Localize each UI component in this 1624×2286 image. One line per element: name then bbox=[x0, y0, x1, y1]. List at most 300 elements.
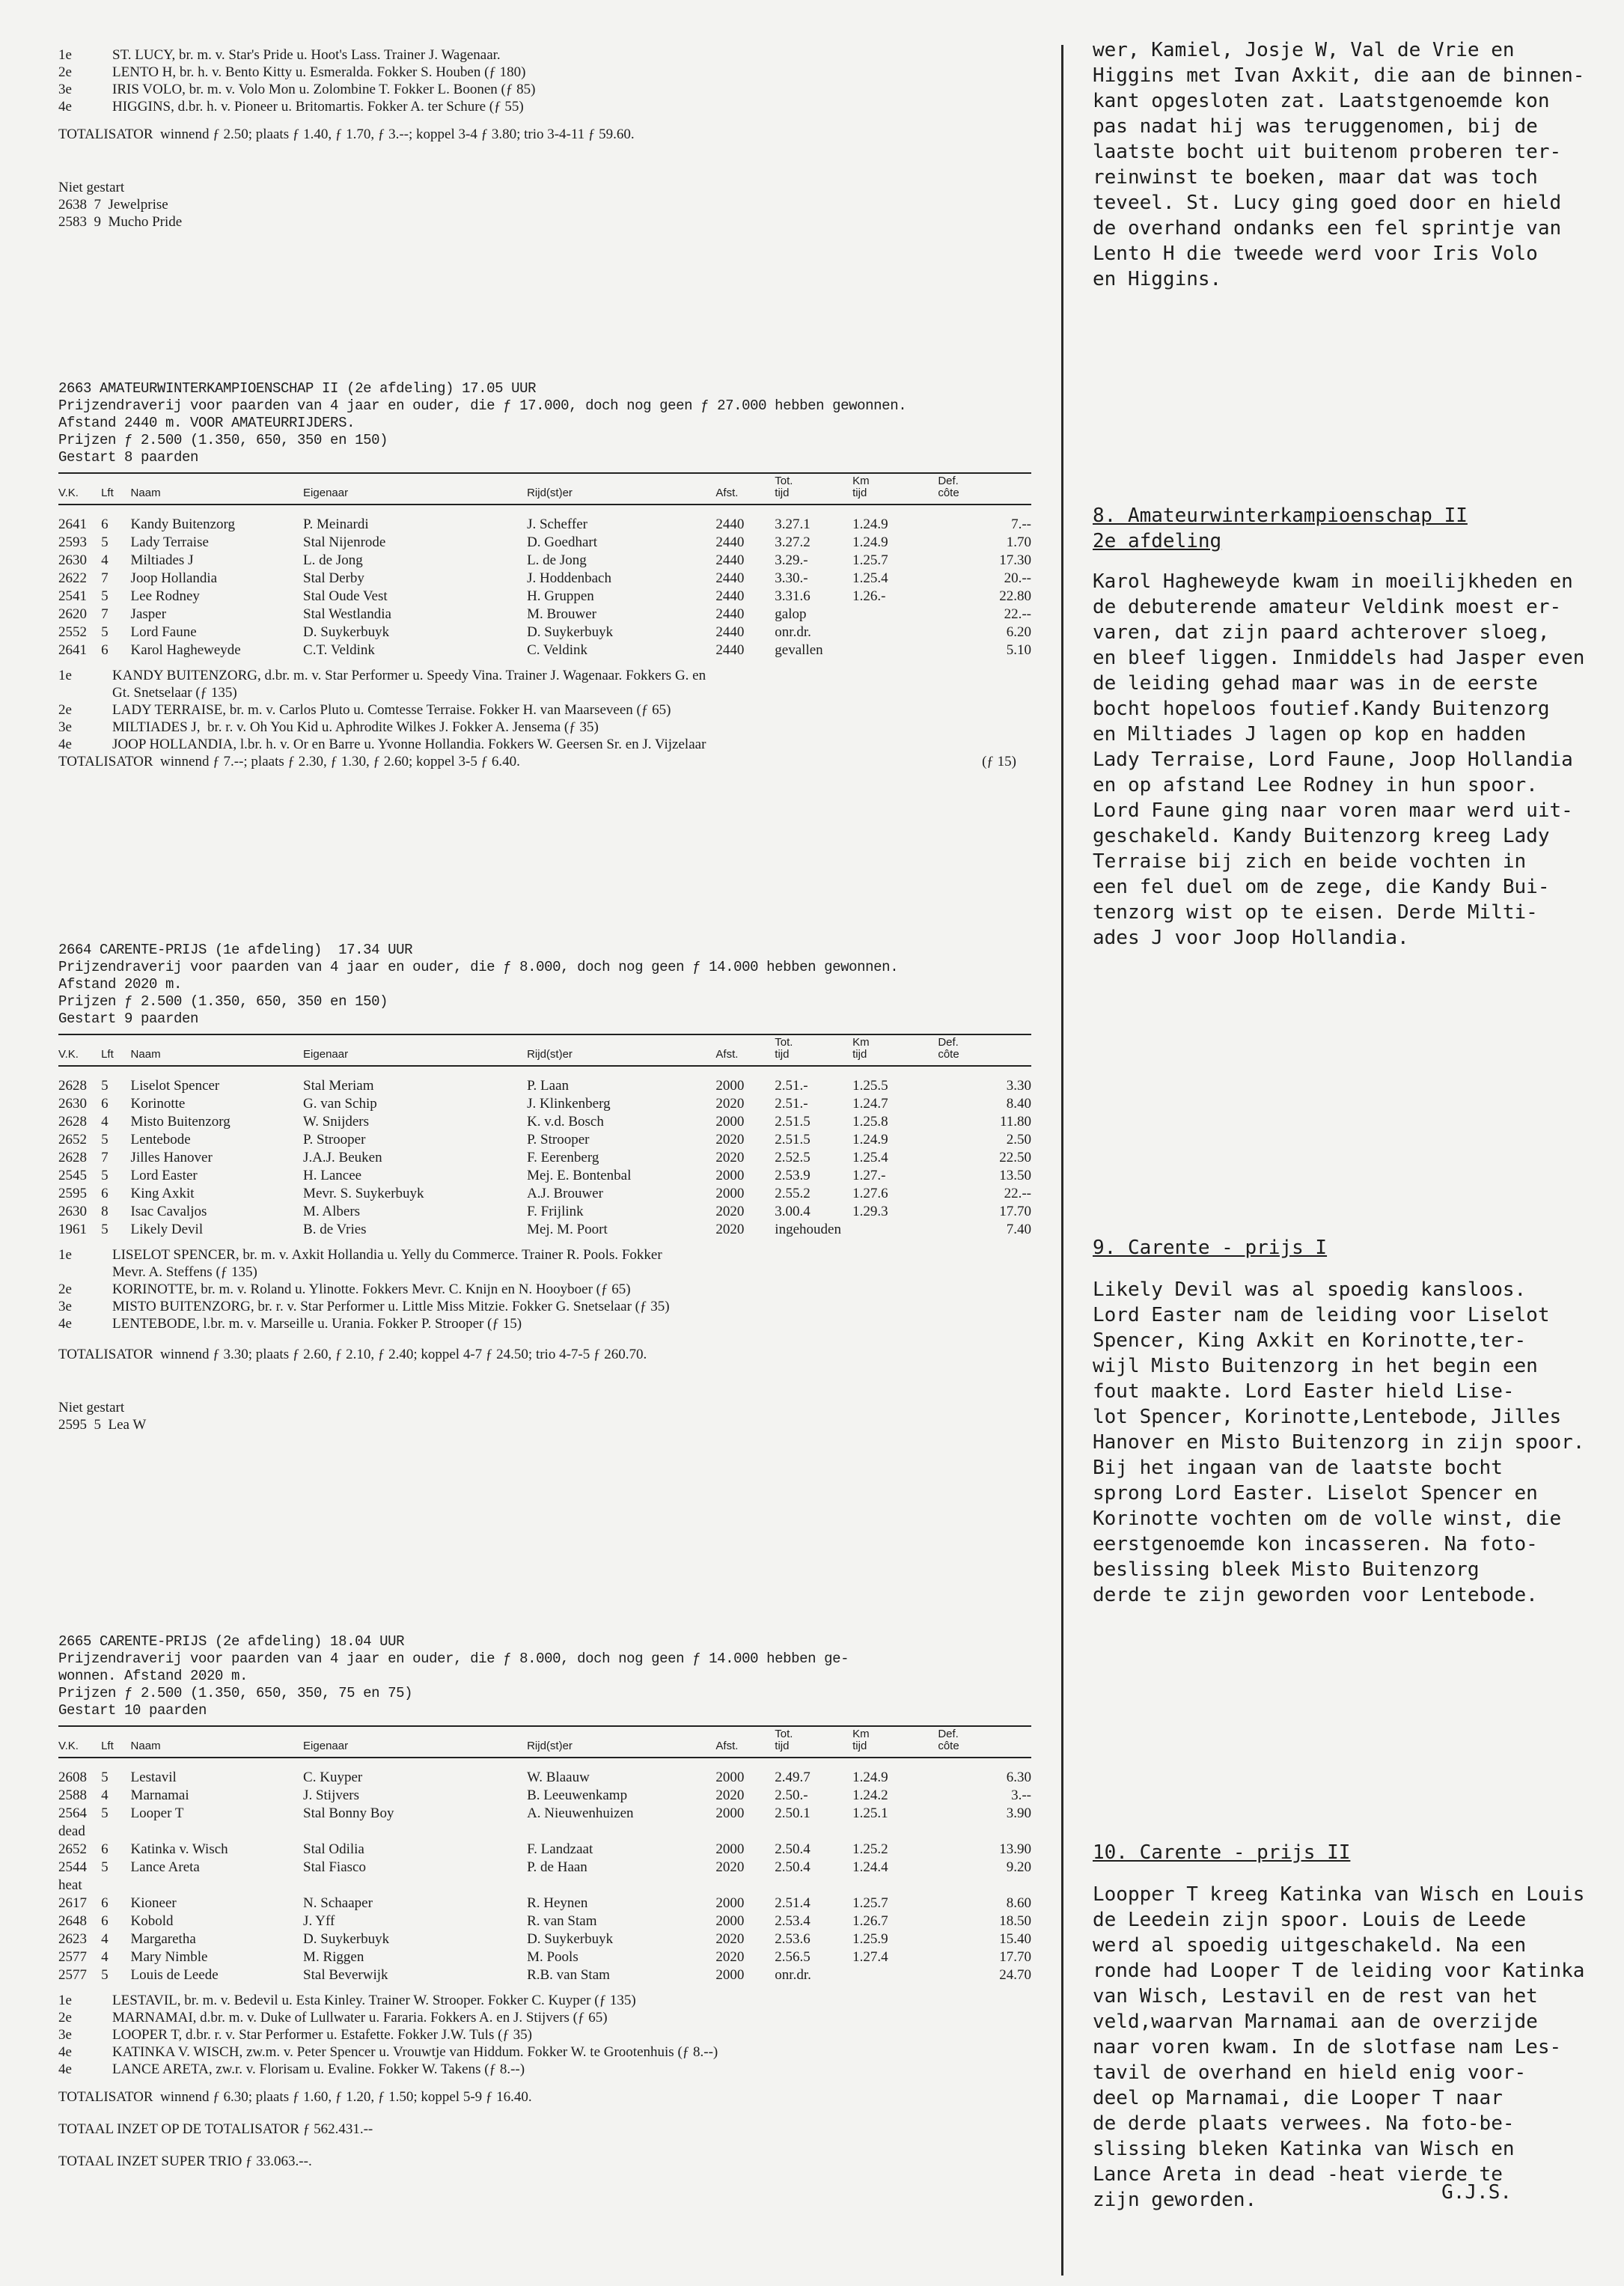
table-cell: 5 bbox=[101, 1222, 109, 1237]
table-row bbox=[58, 1066, 1031, 1095]
table-cell: Mevr. S. Suykerbuyk bbox=[303, 1186, 424, 1201]
table-cell: Isac Cavaljos bbox=[130, 1204, 207, 1219]
table-cell: 2648 bbox=[58, 1913, 87, 1929]
table-cell: 2020 bbox=[715, 1222, 745, 1237]
results-table bbox=[58, 472, 1031, 659]
table-cell: 2.51.- bbox=[775, 1096, 808, 1112]
report-line: naar voren kwam. In de slotfase nam Les- bbox=[1093, 2036, 1562, 2058]
placing-line bbox=[58, 1246, 1031, 1264]
table-cell: 3.00.4 bbox=[775, 1204, 811, 1219]
table-cell: 24.70 bbox=[999, 1967, 1031, 1983]
table-cell: Stal Meriam bbox=[303, 1078, 374, 1094]
table-row bbox=[58, 1149, 1031, 1167]
table-cell: 20.-- bbox=[1004, 570, 1031, 586]
table-cell: 1.25.9 bbox=[852, 1931, 888, 1947]
table-cell: C.T. Veldink bbox=[303, 642, 375, 658]
table-cell: Lance Areta bbox=[130, 1859, 200, 1875]
table-cell: 6 bbox=[101, 1895, 109, 1911]
table-cell: 2.51.- bbox=[775, 1078, 808, 1094]
table-cell: 17.30 bbox=[999, 552, 1031, 568]
placing-rank: 4e bbox=[58, 1316, 72, 1332]
table-cell: 1961 bbox=[58, 1222, 87, 1237]
placing-text: LISELOT SPENCER, br. m. v. Axkit Hollandia u. Yelly du Commerce. Trainer R. Pools. Fokker bbox=[112, 1247, 662, 1263]
placing-text: MILTIADES J, br. r. v. Oh You Kid u. Aphrodite Wilkes J. Fokker A. Jensema (ƒ 35) bbox=[112, 719, 599, 735]
placing-text: LENTO H, br. h. v. Bento Kitty u. Esmeralda. Fokker S. Houben (ƒ 180) bbox=[112, 64, 526, 80]
placing-rank: 1e bbox=[58, 668, 72, 683]
table-cell: 2.50.4 bbox=[775, 1841, 811, 1857]
table-cell: dead bbox=[58, 1823, 85, 1839]
race-header-line: Gestart 8 paarden bbox=[58, 449, 199, 466]
column-header-tot_tijd: Tot. tijd bbox=[775, 1726, 852, 1758]
placing-text: Gt. Snetselaar (ƒ 135) bbox=[112, 685, 237, 701]
column-header-rijder: Rijd(st)er bbox=[527, 1034, 715, 1066]
section-body bbox=[1093, 569, 1584, 951]
placing-text: IRIS VOLO, br. m. v. Volo Mon u. Zolombine T. Fokker L. Boonen (ƒ 85) bbox=[112, 82, 536, 97]
placing-rank: 4e bbox=[58, 2061, 72, 2077]
table-cell: 2440 bbox=[715, 624, 745, 640]
table-cell: 3.30.- bbox=[775, 570, 808, 586]
table-cell: onr.dr. bbox=[775, 624, 811, 640]
table-cell: 2.53.6 bbox=[775, 1931, 811, 1947]
table-cell: P. Strooper bbox=[527, 1132, 590, 1147]
race-header-line: Prijzendraverij voor paarden van 4 jaar en ouder, die ƒ 8.000, doch nog geen ƒ 14.000 hebben ge- bbox=[58, 1651, 849, 1667]
race-header-line: 2663 AMATEURWINTERKAMPIOENSCHAP II (2e afdeling) 17.05 UUR bbox=[58, 380, 537, 397]
table-cell: 5 bbox=[101, 1132, 109, 1147]
placing-line bbox=[58, 1315, 1031, 1332]
table-cell bbox=[101, 1823, 130, 1841]
table-cell: Mary Nimble bbox=[130, 1949, 208, 1965]
placing-line bbox=[58, 1992, 1031, 2009]
table-cell: 22.80 bbox=[999, 588, 1031, 604]
table-cell: Stal Westlandia bbox=[303, 606, 391, 622]
table-row bbox=[58, 1185, 1031, 1203]
race-header-line: Gestart 9 paarden bbox=[58, 1011, 199, 1027]
placing-rank: 4e bbox=[58, 2044, 72, 2060]
table-cell: 2630 bbox=[58, 1096, 87, 1112]
table-cell: M. Pools bbox=[527, 1949, 579, 1965]
table-cell: 1.24.2 bbox=[852, 1787, 888, 1803]
placing-line bbox=[58, 98, 1031, 115]
table-cell bbox=[938, 1823, 1031, 1841]
report-line: sprong Lord Easter. Liselot Spencer en bbox=[1093, 1482, 1538, 1505]
table-cell: 2440 bbox=[715, 570, 745, 586]
table-cell bbox=[852, 606, 938, 624]
table-cell: M. Riggen bbox=[303, 1949, 364, 1965]
placing-rank: 4e bbox=[58, 99, 72, 115]
table-cell: J. Stijvers bbox=[303, 1787, 359, 1803]
table-cell: 2440 bbox=[715, 588, 745, 604]
table-cell: Kobold bbox=[130, 1913, 174, 1929]
table-row bbox=[58, 1221, 1031, 1239]
placing-rank: 1e bbox=[58, 1247, 72, 1263]
table-cell bbox=[852, 624, 938, 641]
table-cell: 1.25.2 bbox=[852, 1841, 888, 1857]
report-line: kant opgesloten zat. Laatstgenoemde kon bbox=[1093, 90, 1550, 112]
table-cell: 1.25.4 bbox=[852, 570, 888, 586]
table-row bbox=[58, 1758, 1031, 1787]
placing-text: LADY TERRAISE, br. m. v. Carlos Pluto u. Comtesse Terraise. Fokker H. van Maarseveen (ƒ 65) bbox=[112, 702, 671, 718]
section-heading: 8. Amateurwinterkampioenschap II bbox=[1093, 505, 1468, 527]
table-cell: H. Lancee bbox=[303, 1168, 362, 1183]
total-stake: TOTAAL INZET OP DE TOTALISATOR ƒ 562.431.-- bbox=[58, 2121, 373, 2137]
table-cell: 5 bbox=[101, 624, 109, 640]
table-cell: 2541 bbox=[58, 588, 87, 604]
table-cell: Misto Buitenzorg bbox=[130, 1114, 231, 1130]
placing-rank: 2e bbox=[58, 2010, 72, 2026]
table-cell: 6 bbox=[101, 1186, 109, 1201]
signature: G.J.S. bbox=[1441, 2181, 1512, 2204]
report-line: de overhand ondanks een fel sprintje van bbox=[1093, 217, 1562, 240]
report-section-8 bbox=[1093, 503, 1584, 951]
table-cell: Joop Hollandia bbox=[130, 570, 218, 586]
table-cell bbox=[131, 1823, 304, 1841]
table-cell: Mej. E. Bontenbal bbox=[527, 1168, 632, 1183]
table-cell: Katinka v. Wisch bbox=[130, 1841, 228, 1857]
table-row bbox=[58, 624, 1031, 641]
results-table bbox=[58, 1034, 1031, 1239]
niet-gestart-entry: 2595 5 Lea W bbox=[58, 1417, 147, 1433]
table-row bbox=[58, 1805, 1031, 1823]
placing-line bbox=[58, 1281, 1031, 1298]
column-header-lft: Lft bbox=[101, 1726, 130, 1758]
table-cell: 7.40 bbox=[1006, 1222, 1031, 1237]
placings bbox=[58, 1246, 1031, 1332]
placing-line bbox=[58, 701, 1031, 719]
total-super-trio: TOTAAL INZET SUPER TRIO ƒ 33.063.--. bbox=[58, 2154, 312, 2169]
report-line: veld,waarvan Marnamai aan de overzijde bbox=[1093, 2011, 1538, 2033]
placing-text: MISTO BUITENZORG, br. r. v. Star Performer u. Little Miss Mitzie. Fokker G. Snetselaar (ƒ 35) bbox=[112, 1299, 670, 1314]
table-cell: Lestavil bbox=[130, 1770, 177, 1785]
report-line: werd al spoedig uitgeschakeld. Na een bbox=[1093, 1934, 1527, 1957]
column-header-naam: Naam bbox=[131, 473, 304, 505]
table-cell: 13.90 bbox=[999, 1841, 1031, 1857]
table-cell: R.B. van Stam bbox=[527, 1967, 610, 1983]
table-cell: 2.53.4 bbox=[775, 1913, 811, 1929]
totalisator-note: (ƒ 15) bbox=[982, 754, 1016, 769]
totalisator: TOTALISATOR winnend ƒ 3.30; plaats ƒ 2.60, ƒ 2.10, ƒ 2.40; koppel 4-7 ƒ 24.50; trio 4-7-5 ƒ 260.70. bbox=[58, 1347, 647, 1362]
report-line: lot Spencer, Korinotte,Lentebode, Jilles bbox=[1093, 1406, 1562, 1428]
table-cell: H. Gruppen bbox=[527, 588, 594, 604]
race-header bbox=[58, 942, 1031, 1028]
table-row bbox=[58, 534, 1031, 552]
niet-gestart-label: Niet gestart bbox=[58, 1400, 125, 1415]
table-cell: 2.50.1 bbox=[775, 1805, 811, 1821]
table-cell: ingehouden bbox=[775, 1222, 841, 1237]
table-cell: Kandy Buitenzorg bbox=[130, 516, 236, 532]
table-cell: 2440 bbox=[715, 516, 745, 532]
table-cell: 8.40 bbox=[1006, 1096, 1031, 1112]
placing-rank: 1e bbox=[58, 47, 72, 63]
table-cell: Mej. M. Poort bbox=[527, 1222, 608, 1237]
totalisator: TOTALISATOR winnend ƒ 6.30; plaats ƒ 1.60, ƒ 1.20, ƒ 1.50; koppel 5-9 ƒ 16.40. bbox=[58, 2089, 532, 2105]
table-row bbox=[58, 1841, 1031, 1859]
report-line: en Higgins. bbox=[1093, 268, 1222, 290]
table-cell: 2577 bbox=[58, 1967, 87, 1983]
table-cell: 2020 bbox=[715, 1931, 745, 1947]
race-header-line: 2665 CARENTE-PRIJS (2e afdeling) 18.04 UUR bbox=[58, 1633, 405, 1650]
table-cell: 3.-- bbox=[1011, 1787, 1031, 1803]
table-cell bbox=[715, 1823, 775, 1841]
table-cell: 2.55.2 bbox=[775, 1186, 811, 1201]
table-cell: Kioneer bbox=[130, 1895, 177, 1911]
report-line: fout maakte. Lord Easter hield Lise- bbox=[1093, 1380, 1515, 1403]
table-cell: Jasper bbox=[130, 606, 167, 622]
table-cell: 7 bbox=[101, 606, 109, 622]
table-cell: 4 bbox=[101, 1787, 109, 1803]
table-cell: N. Schaaper bbox=[303, 1895, 373, 1911]
report-line: Lance Areta in dead -heat vierde te bbox=[1093, 2163, 1503, 2186]
placing-line bbox=[58, 2026, 1031, 2043]
table-cell: 1.24.4 bbox=[852, 1859, 888, 1875]
table-cell: M. Albers bbox=[303, 1204, 361, 1219]
table-cell: Lord Faune bbox=[130, 624, 197, 640]
table-cell: 1.24.9 bbox=[852, 1132, 888, 1147]
table-cell: 2020 bbox=[715, 1204, 745, 1219]
placing-line bbox=[58, 64, 1031, 81]
table-cell bbox=[303, 1823, 527, 1841]
table-cell: 2588 bbox=[58, 1787, 87, 1803]
table-row bbox=[58, 606, 1031, 624]
column-header-naam: Naam bbox=[131, 1034, 304, 1066]
table-cell: galop bbox=[775, 606, 807, 622]
table-cell: B. Leeuwenkamp bbox=[527, 1787, 628, 1803]
table-cell: 3.27.1 bbox=[775, 516, 811, 532]
table-cell: 2.53.9 bbox=[775, 1168, 811, 1183]
column-header-lft: Lft bbox=[101, 1034, 130, 1066]
report-line: van Wisch, Lestavil en de rest van het bbox=[1093, 1985, 1538, 2008]
table-cell: 2020 bbox=[715, 1859, 745, 1875]
table-cell: 5 bbox=[101, 534, 109, 550]
table-cell: 1.70 bbox=[1006, 534, 1031, 550]
table-cell: Miltiades J bbox=[130, 552, 194, 568]
table-cell bbox=[852, 1221, 938, 1239]
placing-line bbox=[58, 81, 1031, 98]
table-cell: 2622 bbox=[58, 570, 87, 586]
table-cell: J.A.J. Beuken bbox=[303, 1150, 382, 1165]
table-row bbox=[58, 1203, 1031, 1221]
placing-text: KANDY BUITENZORG, d.br. m. v. Star Performer u. Speedy Vina. Trainer J. Wagenaar. Fokkers G. en bbox=[112, 668, 706, 683]
section-body bbox=[1093, 1882, 1584, 2213]
table-cell: 2630 bbox=[58, 1204, 87, 1219]
table-row bbox=[58, 1895, 1031, 1912]
table-cell: J. Klinkenberg bbox=[527, 1096, 611, 1112]
table-cell: 2000 bbox=[715, 1168, 745, 1183]
table-cell: 6 bbox=[101, 1096, 109, 1112]
race-header-line: wonnen. Afstand 2020 m. bbox=[58, 1668, 248, 1684]
race-header-line: 2664 CARENTE-PRIJS (1e afdeling) 17.34 UUR bbox=[58, 942, 413, 958]
column-header-lft: Lft bbox=[101, 473, 130, 505]
race-header-line: Prijzendraverij voor paarden van 4 jaar en ouder, die ƒ 17.000, doch nog geen ƒ 27.000 hebben gewonnen. bbox=[58, 397, 907, 414]
table-cell: 2440 bbox=[715, 606, 745, 622]
table-cell: P. Laan bbox=[527, 1078, 570, 1094]
table-cell: 2020 bbox=[715, 1787, 745, 1803]
table-cell: 2628 bbox=[58, 1078, 87, 1094]
table-cell: 17.70 bbox=[999, 1949, 1031, 1965]
report-line: pas nadat hij was teruggenomen, bij de bbox=[1093, 115, 1538, 138]
table-cell: 7 bbox=[101, 570, 109, 586]
race-header-line: Gestart 10 paarden bbox=[58, 1702, 207, 1719]
race-header-line: Prijzen ƒ 2.500 (1.350, 650, 350 en 150) bbox=[58, 432, 388, 448]
table-cell: 2000 bbox=[715, 1841, 745, 1857]
table-cell: 2.51.5 bbox=[775, 1132, 811, 1147]
table-cell: 2641 bbox=[58, 516, 87, 532]
placing-line bbox=[58, 2009, 1031, 2026]
report-line: Lord Easter nam de leiding voor Liselot bbox=[1093, 1304, 1550, 1326]
table-cell: 1.26.7 bbox=[852, 1913, 888, 1929]
niet-gestart-entry: 2638 7 Jewelprise bbox=[58, 197, 168, 213]
table-row bbox=[58, 1167, 1031, 1185]
placing-text: Mevr. A. Steffens (ƒ 135) bbox=[112, 1264, 257, 1280]
report-line: geschakeld. Kandy Buitenzorg kreeg Lady bbox=[1093, 825, 1550, 847]
placing-line bbox=[58, 736, 1031, 753]
report-line: Likely Devil was al spoedig kansloos. bbox=[1093, 1278, 1527, 1301]
table-cell: 2620 bbox=[58, 606, 87, 622]
report-line: Lord Faune ging naar voren maar werd uit- bbox=[1093, 799, 1573, 822]
report-line: zijn geworden. bbox=[1093, 2189, 1257, 2211]
niet-gestart-label: Niet gestart bbox=[58, 180, 125, 195]
table-cell: 4 bbox=[101, 1949, 109, 1965]
table-cell: 1.24.9 bbox=[852, 1770, 888, 1785]
column-header-rijder: Rijd(st)er bbox=[527, 473, 715, 505]
table-cell: 2623 bbox=[58, 1931, 87, 1947]
race-2663-results bbox=[58, 380, 1031, 770]
table-cell: 6 bbox=[101, 516, 109, 532]
table-cell: Stal Derby bbox=[303, 570, 364, 586]
placing-line bbox=[58, 684, 1031, 701]
table-cell: Looper T bbox=[130, 1805, 184, 1821]
table-cell: 2000 bbox=[715, 1078, 745, 1094]
report-line: een fel duel om de zege, die Kandy Bui- bbox=[1093, 876, 1550, 898]
report-line: Lady Terraise, Lord Faune, Joop Hollandia bbox=[1093, 749, 1573, 771]
report-line: deel op Marnamai, die Looper T naar bbox=[1093, 2087, 1503, 2109]
table-cell: 1.25.7 bbox=[852, 1895, 888, 1911]
table-cell: P. de Haan bbox=[527, 1859, 587, 1875]
table-cell: 2000 bbox=[715, 1805, 745, 1821]
table-cell bbox=[131, 1877, 304, 1895]
placing-line bbox=[58, 719, 1031, 736]
report-line: ades J voor Joop Hollandia. bbox=[1093, 927, 1409, 949]
table-cell: L. de Jong bbox=[303, 552, 363, 568]
table-cell: 1.26.- bbox=[852, 588, 886, 604]
table-cell bbox=[852, 641, 938, 659]
column-header-tot_tijd: Tot. tijd bbox=[775, 1034, 852, 1066]
table-cell: 2440 bbox=[715, 552, 745, 568]
table-cell: 2652 bbox=[58, 1132, 87, 1147]
placing-text: LENTEBODE, l.br. m. v. Marseille u. Urania. Fokker P. Strooper (ƒ 15) bbox=[112, 1316, 522, 1332]
table-cell: 1.24.7 bbox=[852, 1096, 888, 1112]
table-cell: 2.50 bbox=[1006, 1132, 1031, 1147]
totalisator: TOTALISATOR winnend ƒ 2.50; plaats ƒ 1.40, ƒ 1.70, ƒ 3.--; koppel 3-4 ƒ 3.80; trio 3-4-11 ƒ 59.60. bbox=[58, 127, 635, 142]
table-cell bbox=[101, 1877, 130, 1895]
table-cell: 7 bbox=[101, 1150, 109, 1165]
table-cell: 17.70 bbox=[999, 1204, 1031, 1219]
table-cell: K. v.d. Bosch bbox=[527, 1114, 604, 1130]
table-cell: D. Suykerbuyk bbox=[527, 1931, 614, 1947]
table-cell: 4 bbox=[101, 1931, 109, 1947]
table-cell bbox=[303, 1877, 527, 1895]
table-cell: J. Yff bbox=[303, 1913, 335, 1929]
table-cell: 2577 bbox=[58, 1949, 87, 1965]
column-header-rijder: Rijd(st)er bbox=[527, 1726, 715, 1758]
table-cell: heat bbox=[58, 1877, 82, 1893]
table-cell: 1.24.9 bbox=[852, 534, 888, 550]
table-cell: F. Eerenberg bbox=[527, 1150, 599, 1165]
table-row bbox=[58, 1912, 1031, 1930]
table-cell: 2000 bbox=[715, 1967, 745, 1983]
table-cell: C. Veldink bbox=[527, 642, 588, 658]
placing-rank: 2e bbox=[58, 702, 72, 718]
table-cell: 2545 bbox=[58, 1168, 87, 1183]
race-header-line: Prijzen ƒ 2.500 (1.350, 650, 350 en 150) bbox=[58, 993, 388, 1010]
table-cell: 2617 bbox=[58, 1895, 87, 1911]
table-cell: 2628 bbox=[58, 1114, 87, 1130]
report-line: de derde plaats verwees. Na foto-be- bbox=[1093, 2112, 1515, 2135]
table-cell: 13.50 bbox=[999, 1168, 1031, 1183]
report-line: Bij het ingaan van de laatste bocht bbox=[1093, 1457, 1503, 1479]
table-cell: F. Frijlink bbox=[527, 1204, 584, 1219]
placing-line bbox=[58, 2043, 1031, 2061]
table-cell: 2630 bbox=[58, 552, 87, 568]
table-cell: Lady Terraise bbox=[130, 534, 209, 550]
table-cell: R. Heynen bbox=[527, 1895, 588, 1911]
table-cell: 2552 bbox=[58, 624, 87, 640]
report-line: Korinotte vochten om de volle winst, die bbox=[1093, 1508, 1562, 1530]
table-cell: 5 bbox=[101, 1805, 109, 1821]
report-line: Loopper T kreeg Katinka van Wisch en Louis bbox=[1093, 1883, 1585, 1906]
table-cell: 4 bbox=[101, 1114, 109, 1130]
table-row bbox=[58, 1930, 1031, 1948]
report-line: varen, dat zijn paard achterover sloeg, bbox=[1093, 621, 1550, 644]
table-cell: 5 bbox=[101, 1967, 109, 1983]
table-cell: 6.20 bbox=[1006, 624, 1031, 640]
column-header-eigenaar: Eigenaar bbox=[303, 1726, 527, 1758]
table-cell: 2564 bbox=[58, 1805, 87, 1821]
table-cell bbox=[775, 1823, 852, 1841]
table-cell: 2628 bbox=[58, 1150, 87, 1165]
table-cell: 5 bbox=[101, 588, 109, 604]
table-row bbox=[58, 641, 1031, 659]
placing-text: ST. LUCY, br. m. v. Star's Pride u. Hoot's Lass. Trainer J. Wagenaar. bbox=[112, 47, 501, 63]
table-cell: 1.25.8 bbox=[852, 1114, 888, 1130]
column-header-vk: V.K. bbox=[58, 1726, 101, 1758]
table-cell: 5 bbox=[101, 1770, 109, 1785]
placing-text: LOOPER T, d.br. r. v. Star Performer u. Estafette. Fokker J.W. Tuls (ƒ 35) bbox=[112, 2027, 532, 2043]
race-header-line: Afstand 2440 m. VOOR AMATEURRIJDERS. bbox=[58, 415, 355, 431]
column-divider bbox=[1061, 45, 1063, 2276]
placing-line bbox=[58, 667, 1031, 684]
table-cell: 2.49.7 bbox=[775, 1770, 811, 1785]
table-row bbox=[58, 552, 1031, 570]
table-cell: D. Suykerbuyk bbox=[303, 624, 390, 640]
table-cell: Jilles Hanover bbox=[130, 1150, 213, 1165]
totalisator-text: TOTALISATOR winnend ƒ 7.--; plaats ƒ 2.30, ƒ 1.30, ƒ 2.60; koppel 3-5 ƒ 6.40. bbox=[58, 754, 520, 769]
table-cell: 5 bbox=[101, 1168, 109, 1183]
report-line: de Leedein zijn spoor. Louis de Leede bbox=[1093, 1909, 1527, 1931]
table-cell: Likely Devil bbox=[130, 1222, 204, 1237]
table-cell: F. Landzaat bbox=[527, 1841, 593, 1857]
table-cell: Marnamai bbox=[130, 1787, 189, 1803]
table-cell: 2.50.4 bbox=[775, 1859, 811, 1875]
placing-rank: 2e bbox=[58, 1281, 72, 1297]
table-cell: 22.50 bbox=[999, 1150, 1031, 1165]
report-line: slissing bleken Katinka van Wisch en bbox=[1093, 2138, 1515, 2160]
table-cell: 1.24.9 bbox=[852, 516, 888, 532]
column-header-afst: Afst. bbox=[715, 473, 775, 505]
table-cell: 6 bbox=[101, 1913, 109, 1929]
report-line: ronde had Looper T de leiding voor Katinka bbox=[1093, 1960, 1585, 1982]
table-cell: 3.31.6 bbox=[775, 588, 811, 604]
table-row bbox=[58, 1787, 1031, 1805]
